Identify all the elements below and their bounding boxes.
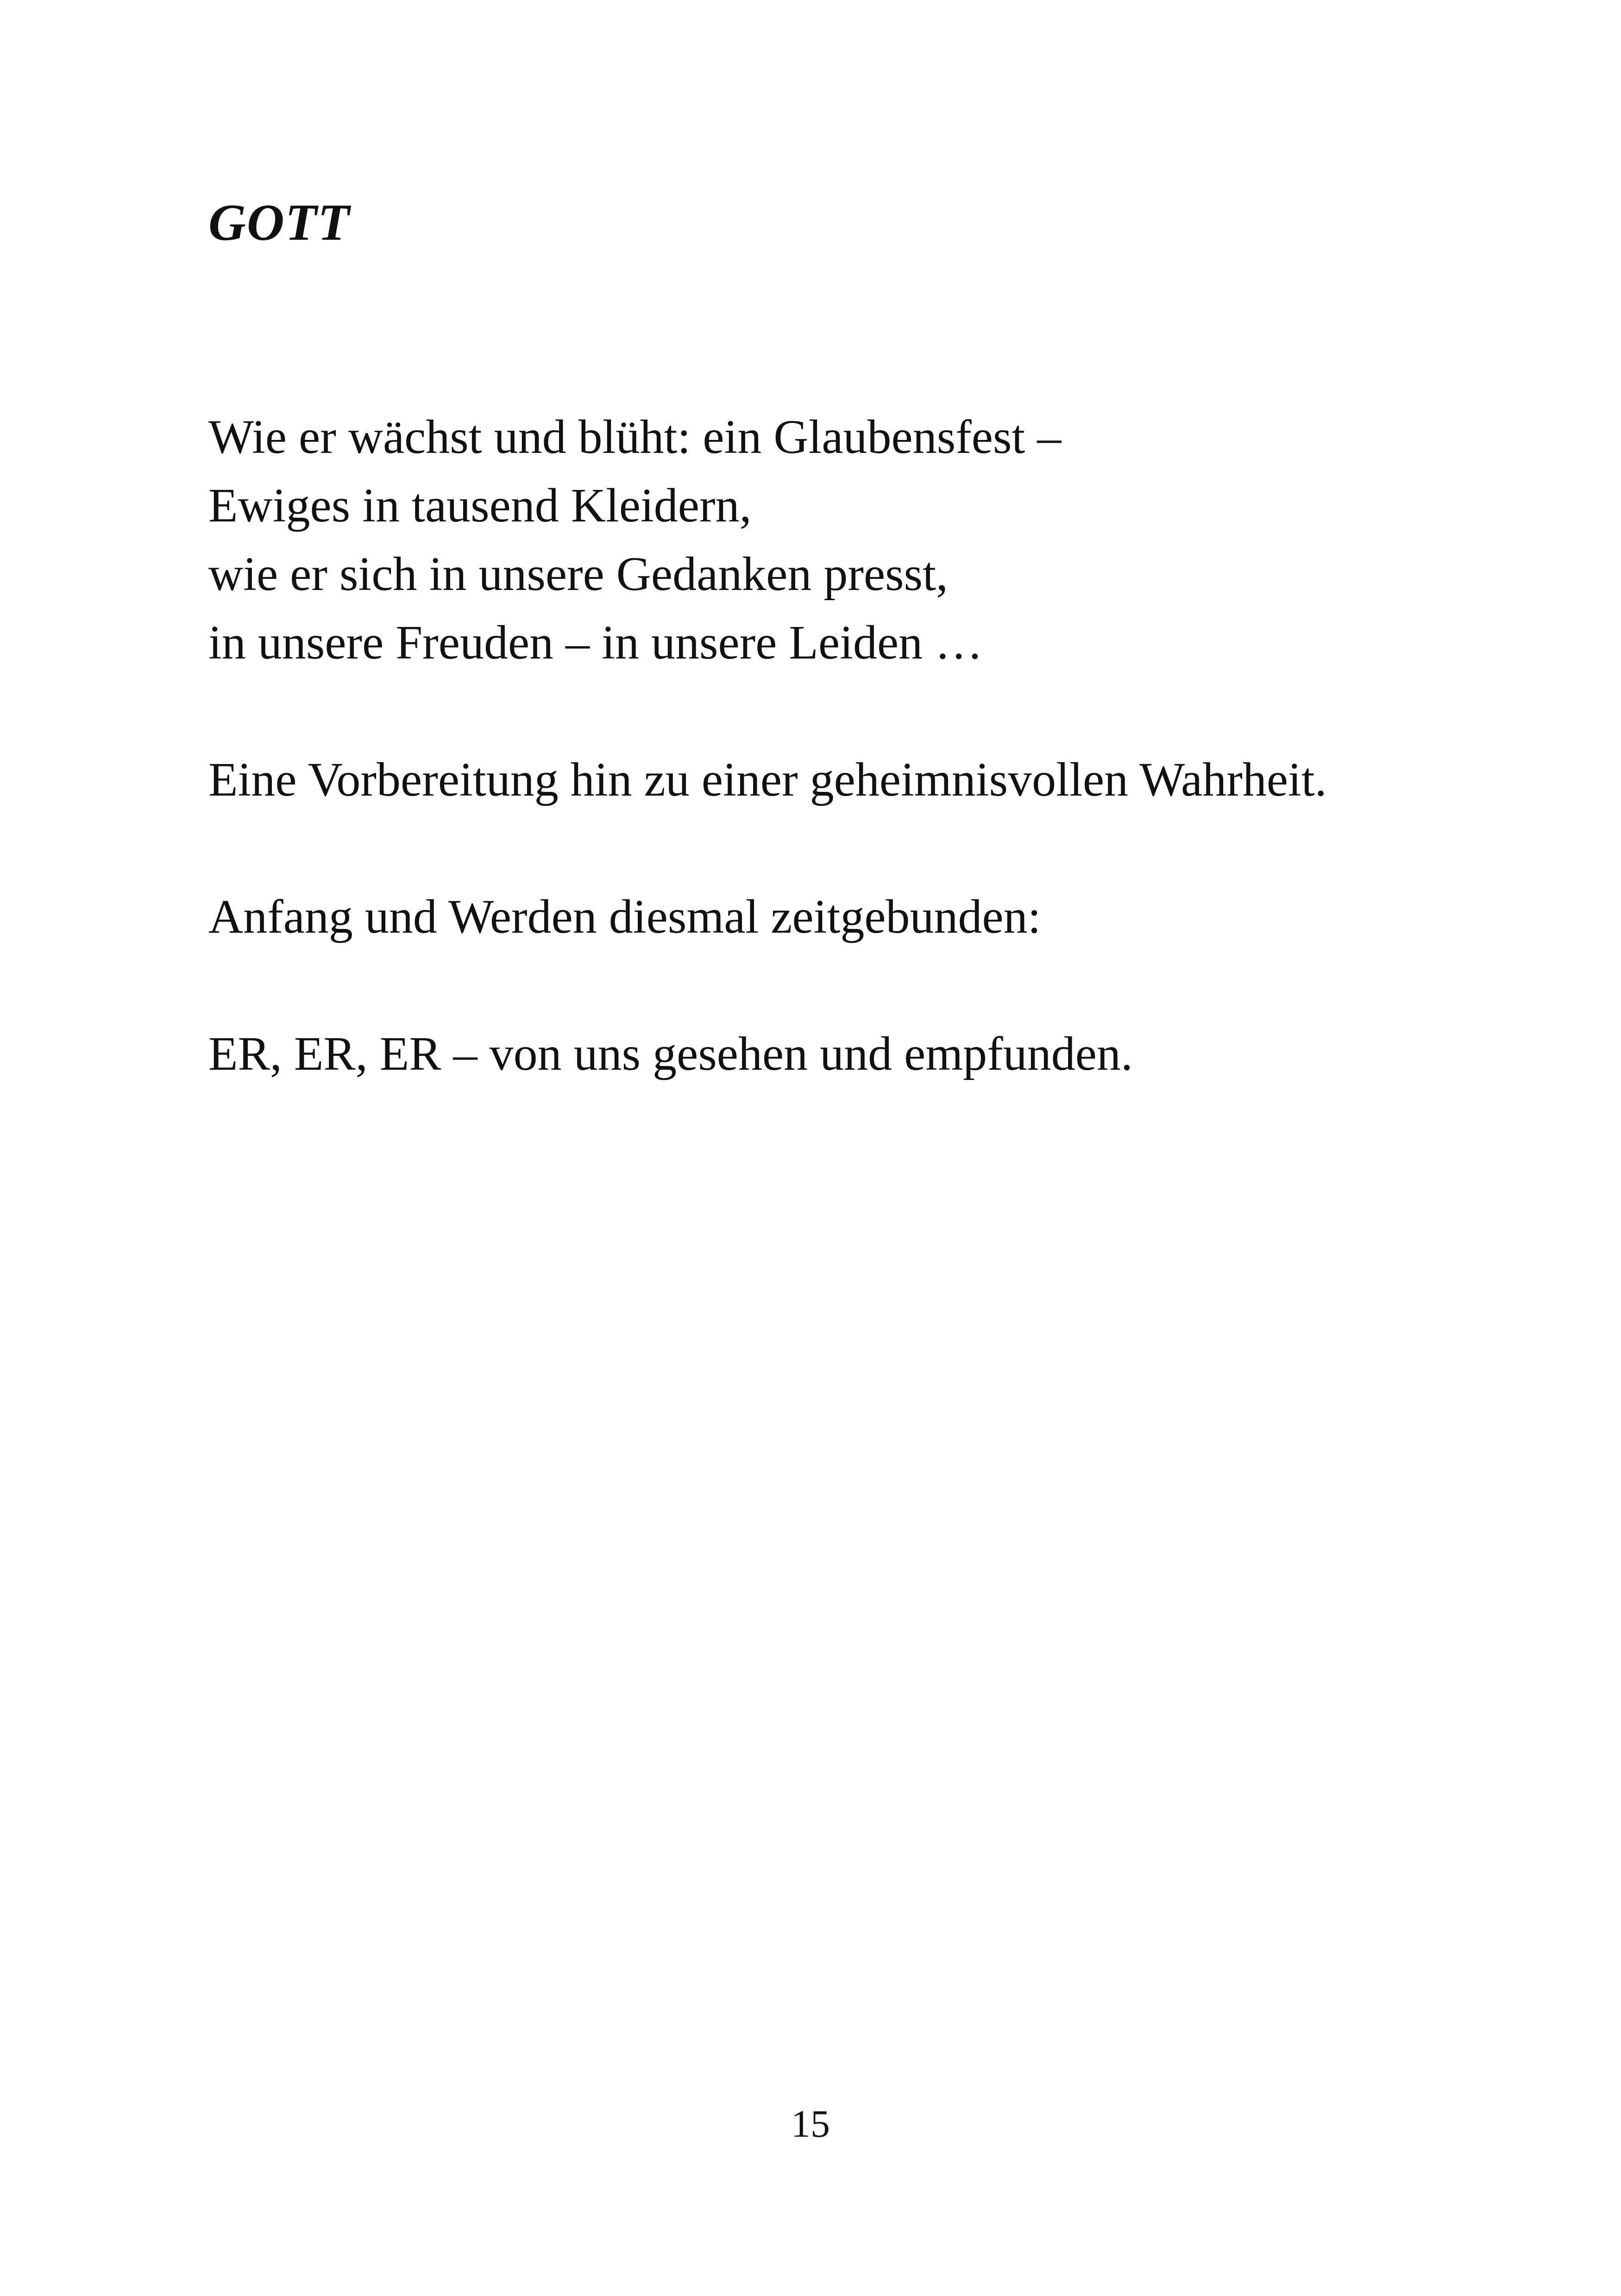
poem-line: ER, ER, ER – von uns gesehen und empfunden. [208, 1027, 1133, 1080]
poem-line: in unsere Freuden – in unsere Leiden … [208, 616, 983, 669]
page-number: 15 [791, 2102, 830, 2145]
poem-body [208, 403, 1459, 1088]
poem-title: GOTT [208, 194, 351, 251]
stanza-1 [208, 403, 1459, 677]
poem-line: Wie er wächst und blüht: ein Glaubensfest – [208, 410, 1062, 464]
stanza-3 [208, 883, 1459, 951]
stanza-4 [208, 1020, 1459, 1088]
poem-line: wie er sich in unsere Gedanken presst, [208, 547, 949, 601]
stanza-2 [208, 746, 1459, 814]
poem-line: Eine Vorbereitung hin zu einer geheimnisvollen Wahrheit. [208, 753, 1327, 806]
poem-line: Anfang und Werden diesmal zeitgebunden: [208, 890, 1041, 943]
poem-line: Ewiges in tausend Kleidern, [208, 479, 752, 532]
